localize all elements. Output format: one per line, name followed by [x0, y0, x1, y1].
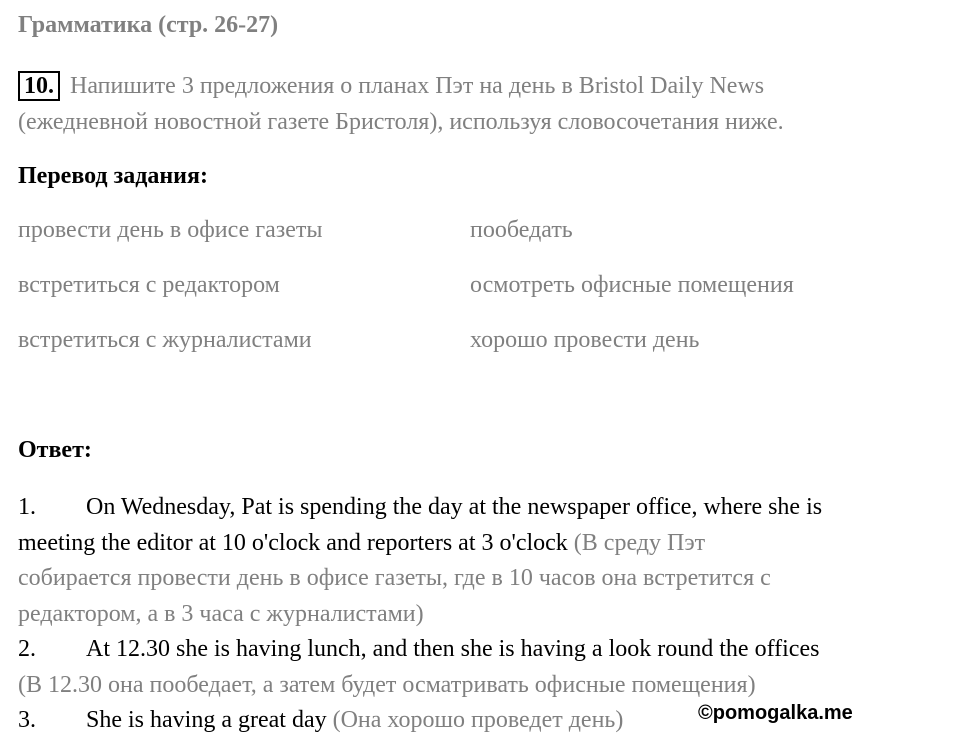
answer-item-3-en-1: She is having a great day	[86, 707, 327, 733]
answer-item-1-ru-3: собирается провести день в офисе газеты, где в 10 часов она встретится с	[18, 565, 771, 591]
translation-heading: Перевод задания:	[18, 163, 208, 189]
answer-item-2-en-1: At 12.30 she is having lunch, and then she is having a look round the offices	[86, 636, 820, 662]
task-number: 10.	[18, 71, 60, 101]
answer-heading: Ответ:	[18, 437, 92, 463]
answer-item-1-line-1	[18, 490, 948, 526]
answer-item-3-ru-1: (Она хорошо проведет день)	[326, 707, 624, 733]
answer-item-1-en-2: meeting the editor at 10 o'clock and reporters at 3 o'clock	[18, 529, 568, 556]
page-title: Грамматика (стр. 26-27)	[18, 12, 279, 38]
phrase-right-2: осмотреть офисные помещения	[470, 272, 794, 298]
task-line-1	[18, 68, 784, 104]
answer-item-2-ru-2: (В 12.30 она пообедает, а затем будет осматривать офисные помещения)	[18, 671, 756, 698]
task-line-2: (ежедневной новостной газете Бристоля), используя словосочетания ниже.	[18, 109, 784, 135]
answer-item-3-number: 3.	[18, 707, 36, 733]
answer-item-1-ru-4: редактором, а в 3 часа с журналистами)	[18, 600, 424, 627]
answer-item-2-number: 2.	[18, 636, 36, 662]
phrase-right-3: хорошо провести день	[470, 327, 700, 353]
task-text	[18, 68, 784, 140]
answer-item-1-ru-2: (В среду Пэт	[567, 529, 706, 556]
answer-item-1-line-2	[18, 526, 948, 562]
phrase-left-3: встретиться с журналистами	[18, 327, 312, 353]
task-line-1-text: Напишите 3 предложения о планах Пэт на день в Bristol Daily News	[70, 73, 765, 99]
phrase-left-1: провести день в офисе газеты	[18, 217, 323, 243]
watermark: ©pomogalka.me	[698, 702, 853, 724]
answer-item-1-en-1: On Wednesday, Pat is spending the day at the newspaper office, where she is	[86, 494, 823, 520]
answer-item-2-line-1	[18, 632, 948, 668]
answer-item-1-number: 1.	[18, 494, 36, 520]
phrase-right-1: пообедать	[470, 217, 573, 243]
phrase-left-2: встретиться с редактором	[18, 272, 280, 298]
